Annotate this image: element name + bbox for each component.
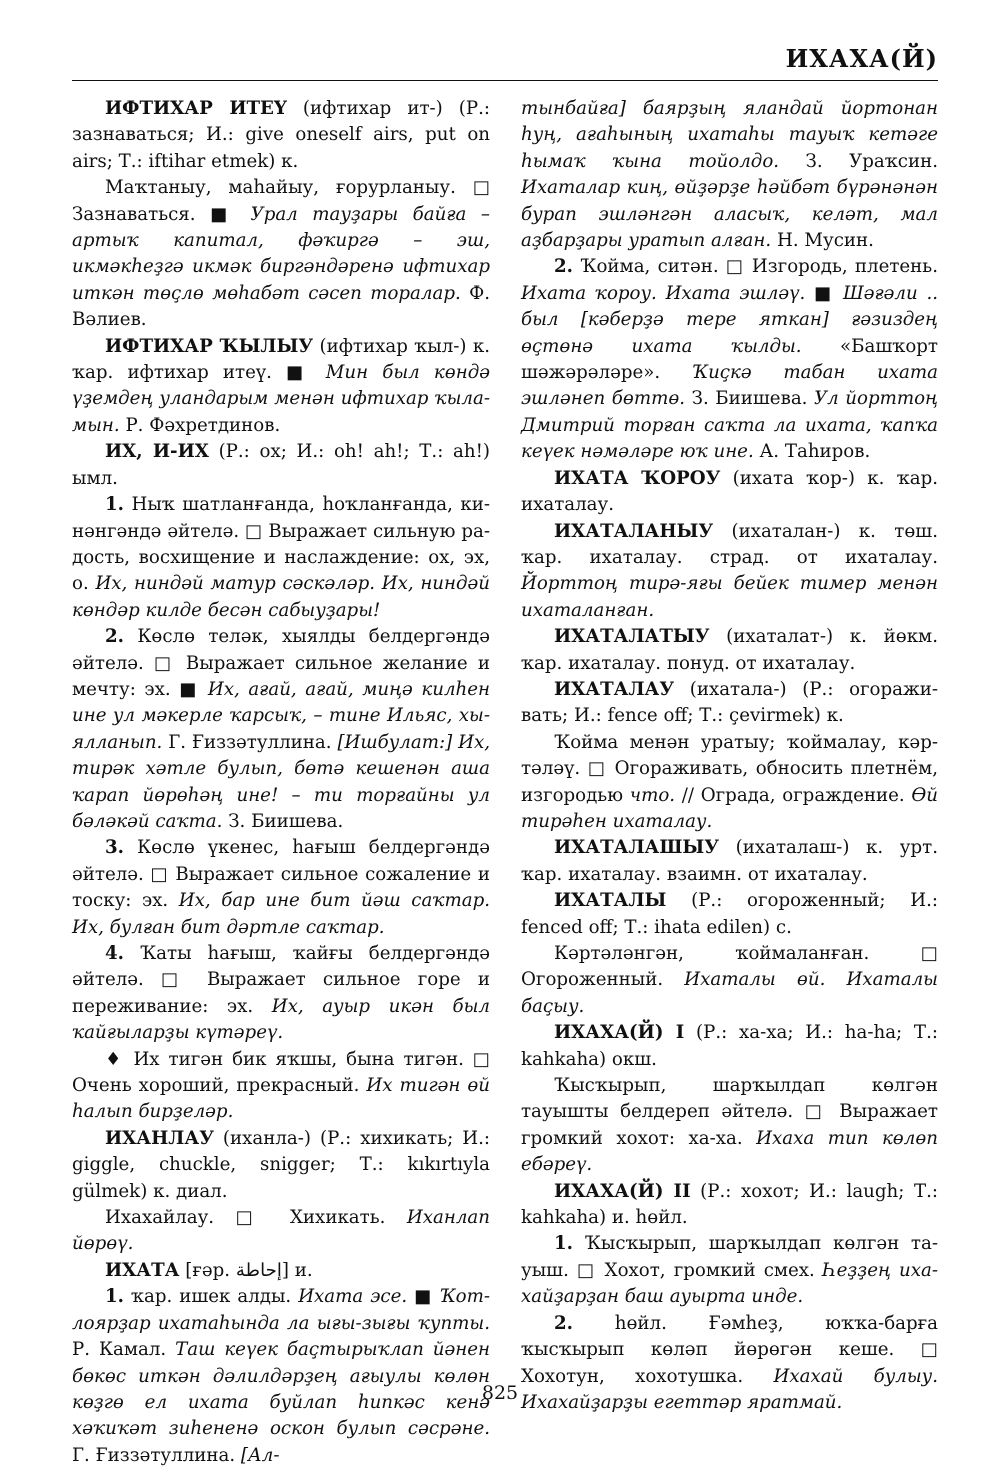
sense-number: 4. bbox=[105, 943, 124, 964]
entry-text: Кәртәләнгән, ҡоймаланған. □ Огороженный. bbox=[521, 943, 938, 991]
source-text: Н. Мусин. bbox=[771, 230, 874, 252]
sense-number: 2. bbox=[554, 1312, 573, 1334]
example-text: Йорттоң тирә-яғы бейек тимер менән ихаталанған. bbox=[521, 573, 938, 621]
entry-text: һөйл. Ғәмһеҙ, юҡҡа-барға ҡысҡырып көләп йөрөгән кеше. □ Хохотун, хохотушка. bbox=[521, 1312, 938, 1387]
entry-sense bbox=[72, 1047, 490, 1126]
dictionary-entry bbox=[521, 677, 938, 730]
entry-text: (Р.: ох; И.: oh! ah!; Т.: ah!) ымл. bbox=[72, 441, 490, 489]
example-text: Таш кеүек баҫтырыҡлап йәнен бөкөс иткән дәлилдәрҙең ағыулы көлөн көҙгө ел ихата буйлап һипкәс кенә хәҡиҡәт зиһененә оскон булып сәсрәне. bbox=[72, 1339, 491, 1440]
source-text: ■ bbox=[407, 1286, 440, 1308]
entry-headword: ИХАХА(Й) I bbox=[554, 1022, 685, 1044]
entry-text: (Р.: хохот; И.: laugh; Т.: kahkaha) и. һөйл. bbox=[521, 1180, 938, 1229]
entry-text: (ихаталан-) к. төш. ҡар. ихаталау. страд. от ихаталау. bbox=[521, 520, 938, 568]
source-text: ■ bbox=[805, 282, 843, 304]
entry-sense bbox=[72, 941, 490, 1047]
entry-sense bbox=[72, 1205, 490, 1258]
dictionary-entry bbox=[72, 334, 490, 440]
entry-sense bbox=[521, 1231, 938, 1310]
example-text: Иханлап йөрөү. bbox=[72, 1207, 490, 1255]
dictionary-entry bbox=[521, 466, 938, 519]
dictionary-entry bbox=[72, 1258, 490, 1284]
example-text: Ихахай булыу. Ихахайҙарҙы егеттәр яратмай. bbox=[521, 1365, 938, 1413]
dictionary-entry bbox=[72, 96, 490, 175]
entry-text: (Р.: огороженный; И.: fenced off; Т.: ihata edilen) с. bbox=[521, 890, 938, 938]
source-text: З. Биишева. bbox=[685, 388, 814, 410]
example-text: [Ал- bbox=[240, 1444, 280, 1466]
entry-headword: ИХАНЛАУ bbox=[105, 1127, 214, 1149]
example-text: Их, бар ине бит йәш саҡтар. Их, булған бит дәртле саҡтар. bbox=[72, 890, 490, 938]
entry-text: Маҡтаныу, маһайыу, ғорурланыу. □ Зазнаваться. ■ bbox=[72, 177, 490, 225]
dictionary-entry bbox=[521, 1020, 938, 1073]
entry-text: Ҡысҡырып, шарҡылдап көлгән тауыш. □ Хохот, громкий смех. bbox=[521, 1233, 938, 1281]
entry-headword: ИХАТАЛЫ bbox=[554, 890, 667, 912]
dictionary-entry bbox=[72, 1126, 490, 1205]
source-text: З. Ураҡсин. bbox=[779, 150, 938, 172]
entry-text: [ғәр. إحاطة] и. bbox=[179, 1259, 313, 1281]
entry-sense bbox=[521, 1073, 938, 1179]
entry-sense bbox=[521, 96, 938, 254]
entry-text: Ҡысҡырып, шарҡылдап көлгән тауышты белдереп әйтелә. □ Выражает громкий хохот: ха-ха. bbox=[521, 1075, 938, 1149]
entry-headword: ИФТИХАР ҠЫЛЫУ bbox=[105, 335, 314, 357]
example-text: Ихаталы өй. Ихаталы баҫыу. bbox=[521, 969, 938, 1017]
source-text: Р. Фәхретдинов. bbox=[119, 414, 281, 436]
source-text: А. Таһиров. bbox=[753, 441, 871, 463]
entry-text: Ҡойма, ситән. □ Изгородь, плетень. bbox=[573, 256, 938, 278]
right-column bbox=[521, 96, 938, 1416]
entry-sense bbox=[72, 835, 490, 941]
sense-number: 1. bbox=[105, 494, 124, 516]
entry-text: (ихаталаш-) к. урт. ҡар. ихаталау. взаимн. от ихаталау. bbox=[521, 837, 938, 885]
example-text: Ҡиҫкә табан ихата эшләнеп бөттө. bbox=[521, 362, 938, 410]
entry-headword: ИХАТАЛАТЫУ bbox=[554, 626, 710, 648]
dictionary-entry bbox=[72, 439, 490, 492]
dictionary-entry bbox=[521, 624, 938, 677]
running-head: ИХАХА(Й) bbox=[785, 44, 938, 73]
source-text: Г. Ғиззәтуллина. bbox=[162, 731, 338, 753]
example-text: Ихата эсе. bbox=[298, 1286, 408, 1308]
entry-text: (ифтихар ит-) (Р.: зазнаваться; И.: give oneself airs, put on airs; Т.: iftihar etmek) к. bbox=[72, 98, 491, 172]
entry-headword: ИХАТА bbox=[105, 1259, 180, 1281]
entry-sense bbox=[72, 175, 490, 333]
entry-text: Ихахайлау. □ Хихикать. bbox=[105, 1207, 407, 1229]
example-text: что. bbox=[629, 784, 676, 806]
page-number: 825 bbox=[481, 1382, 519, 1404]
sense-number: 1. bbox=[554, 1233, 573, 1255]
source-text: З. Биишева. bbox=[222, 810, 344, 832]
example-text: тынбайға] баярҙың яландай йортонан һуң, ағаһының ихатаһы тауыҡ кетәге һымаҡ ҡына тойолдо. bbox=[521, 98, 938, 172]
left-column bbox=[72, 96, 490, 1469]
entry-headword: ИХАТАЛАНЫУ bbox=[554, 520, 714, 542]
entry-sense bbox=[521, 254, 938, 465]
entry-sense bbox=[521, 730, 938, 836]
entry-text: Ҡойма менән уратыу; ҡоймалау, кәртәләү. □ Огораживать, обносить плетнём, изгородью bbox=[521, 731, 938, 806]
example-text: Ихаталар киң, өйҙәрҙе һәйбәт бүрәнәнән бурап эшләнгән аласыҡ, келәт, мал аҙбарҙары уратып алған. bbox=[521, 177, 938, 252]
sense-number: 2. bbox=[105, 626, 124, 648]
example-text: Их, ауыр икән был ҡайғыларҙы күтәреү. bbox=[72, 995, 491, 1044]
example-text: Ул йорттоң Дмитрий торған саҡта ла ихата, ҡапҡа кеүек нәмәләре юҡ ине. bbox=[521, 388, 938, 463]
entry-headword: ИФТИХАР ИТЕҮ bbox=[105, 98, 287, 119]
source-text: // Ограда, ограждение. bbox=[675, 784, 912, 806]
example-text: Һеҙҙең ихахайҙарҙан баш ауырта инде. bbox=[521, 1259, 939, 1308]
example-text: Их тигән өй һалып бирҙеләр. bbox=[72, 1075, 490, 1123]
example-text: Их, ниндәй матур сәскәләр. Их, ниндәй көндәр килде бесән сабыуҙары! bbox=[72, 573, 490, 621]
dictionary-entry bbox=[521, 519, 938, 625]
entry-text: (иханла-) (Р.: хихикать; И.: giggle, chuckle, snigger; Т.: kıkırtıyla gülmek) к. диал. bbox=[72, 1127, 490, 1202]
example-text: Их, ағай, ағай, миңә килһен ине ул мәкерле ҡарсыҡ, – тине Ильяс, хыялланып. bbox=[72, 678, 490, 753]
entry-headword: ИХАТА ҠОРОУ bbox=[554, 467, 721, 489]
sense-number: 1. bbox=[105, 1286, 124, 1308]
example-text: [Ишбулат:] Их, тирәк хәтле булып, бөтә кешенән аша ҡарап йөрөһәң ине! – ти торғайны ул бәләкәй саҡта. bbox=[72, 731, 490, 832]
header-rule bbox=[72, 80, 938, 81]
example-text: Ихаха тип көлөп ебәреү. bbox=[521, 1127, 938, 1176]
example-text: Урал тауҙары байға – артыҡ капитал, фәҡиргә – эш, икмәкһеҙгә икмәк биргәндәренә ифтихар иткән төҫлө мөһабәт сәсеп торалар. bbox=[72, 203, 490, 304]
dictionary-entry bbox=[521, 888, 938, 941]
sense-number: 3. bbox=[105, 837, 124, 859]
entry-headword: ИХ, И-ИХ bbox=[105, 441, 209, 463]
entry-text: (ихатала-) (Р.: огораживать; И.: fence off; Т.: çevirmek) к. bbox=[521, 678, 938, 727]
entry-text: (ихата ҡор-) к. ҡар. ихаталау. bbox=[521, 467, 939, 516]
example-text: Мин был көндә үҙемдең уландарым менән ифтихар ҡыламын. bbox=[72, 362, 490, 436]
entry-text: (Р.: ха-ха; И.: ha-ha; Т.: kahkaha) окш. bbox=[521, 1022, 938, 1070]
entry-sense bbox=[72, 624, 490, 835]
source-text: Г. Ғиззәтуллина. bbox=[72, 1444, 241, 1466]
entry-headword: ИХАХА(Й) II bbox=[554, 1180, 691, 1202]
example-text: Шәғәли .. был [кәберҙә тере яткан] ғәзиздең өҫтөнә ихата ҡылды. bbox=[521, 282, 939, 357]
example-text: Өй тирәһен ихаталау. bbox=[521, 784, 938, 832]
entry-text: ҡар. ишек алды. bbox=[124, 1286, 299, 1308]
entry-text: (ифтихар ҡыл-) к. ҡар. ифтихар итеү. ■ bbox=[72, 335, 490, 384]
entry-text: ♦ Их тигән бик яҡшы, бына тигән. □ Очень хороший, прекрасный. bbox=[72, 1048, 490, 1097]
source-text: Р. Камал. bbox=[72, 1339, 176, 1361]
dictionary-entry bbox=[521, 835, 938, 888]
entry-text: (ихаталат-) к. йөкм. ҡар. ихаталау. понуд. от ихаталау. bbox=[521, 626, 938, 674]
example-text: Ихата ҡороу. Ихата эшләү. bbox=[521, 282, 806, 304]
entry-text: Көслө теләк, хыялды белдергәндә әйтелә. □ Выражает сильное желание и мечту: эх. ■ bbox=[72, 626, 490, 700]
entry-headword: ИХАТАЛАУ bbox=[554, 678, 675, 700]
entry-text: Ныҡ шатланғанда, һоҡланғанда, кинәнгәндә әйтелә. □ Выражает сильную радость, восхищение и наслаждение: ох, эх, о. bbox=[72, 494, 490, 595]
source-text: Ф. Вәлиев. bbox=[72, 282, 490, 331]
entry-headword: ИХАТАЛАШЫУ bbox=[554, 837, 720, 859]
entry-text: Көслө үкенес, һағыш белдергәндә әйтелә. □ Выражает сильное сожаление и тоску: эх. bbox=[72, 837, 490, 912]
source-text: «Башҡорт шәжәрәләре». bbox=[521, 335, 938, 384]
entry-sense bbox=[72, 492, 490, 624]
dictionary-entry bbox=[521, 1179, 938, 1232]
entry-sense bbox=[72, 1284, 490, 1469]
example-text: Ҡотлоярҙар ихатаһында ла ығы-зығы ҡупты. bbox=[72, 1286, 491, 1334]
entry-sense bbox=[521, 941, 938, 1020]
sense-number: 2. bbox=[554, 256, 573, 278]
entry-text: Ҡаты һағыш, ҡайғы белдергәндә әйтелә. □ Выражает сильное горе и переживание: эх. bbox=[72, 943, 490, 1017]
